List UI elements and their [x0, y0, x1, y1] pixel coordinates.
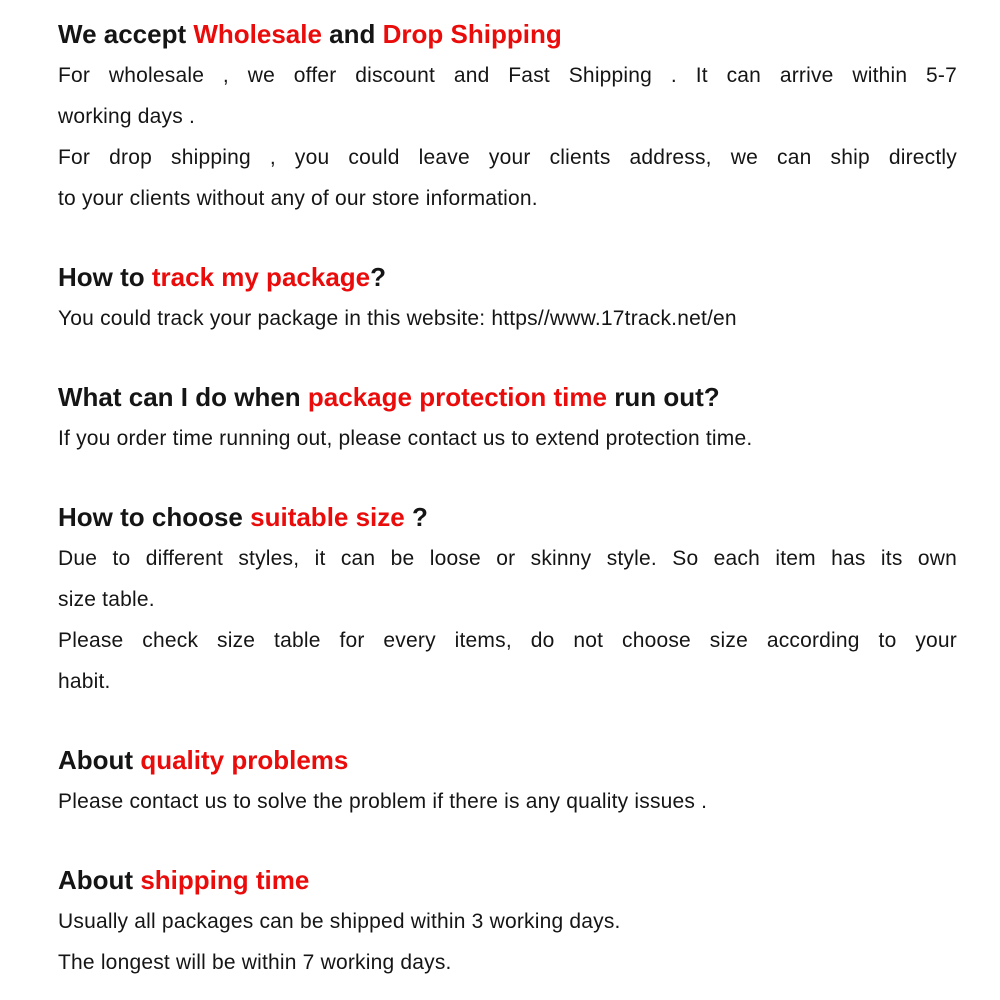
heading-text: We accept	[58, 19, 194, 49]
faq-section-choose-suitable-size	[58, 496, 957, 702]
heading-text: ?	[404, 502, 428, 532]
section-heading	[58, 13, 957, 55]
body-line: working days .	[58, 105, 196, 128]
body-line: to your clients without any of our store information.	[58, 187, 538, 210]
body-line: size table.	[58, 588, 155, 611]
faq-section-shipping-time	[58, 859, 957, 983]
section-heading	[58, 859, 957, 901]
body-line: Usually all packages can be shipped within 3 working days.	[58, 910, 621, 933]
faq-section-track-package	[58, 256, 957, 339]
heading-highlight: suitable size	[250, 502, 405, 532]
body-line: You could track your package in this website: https//www.17track.net/en	[58, 307, 737, 330]
body-line: Due to different styles, it can be loose or skinny style. So each item has its own	[58, 547, 957, 570]
heading-text: and	[321, 19, 383, 49]
heading-text: What can I do when	[58, 382, 308, 412]
body-line: habit.	[58, 670, 111, 693]
body-line: The longest will be within 7 working days.	[58, 951, 452, 974]
heading-highlight: Drop Shipping	[382, 19, 562, 49]
section-heading	[58, 496, 957, 538]
heading-highlight: shipping time	[140, 865, 310, 895]
faq-section-quality-problems	[58, 739, 957, 822]
body-line: Please contact us to solve the problem if there is any quality issues .	[58, 790, 708, 813]
section-heading	[58, 376, 957, 418]
heading-text: About	[58, 745, 141, 775]
heading-text: run out?	[606, 382, 720, 412]
heading-text: ?	[370, 262, 387, 292]
body-line: For wholesale , we offer discount and Fast Shipping . It can arrive within 5-7	[58, 64, 957, 87]
section-heading	[58, 256, 957, 298]
heading-text: How to	[58, 262, 152, 292]
heading-text: About	[58, 865, 141, 895]
heading-highlight: Wholesale	[193, 19, 322, 49]
heading-highlight: quality problems	[140, 745, 349, 775]
faq-sections	[58, 13, 957, 983]
section-heading	[58, 739, 957, 781]
heading-highlight: package protection time	[307, 382, 607, 412]
faq-section-package-protection-time	[58, 376, 957, 459]
faq-section-wholesale-drop-shipping	[58, 13, 957, 219]
heading-text: How to choose	[58, 502, 251, 532]
body-line: Please check size table for every items, do not choose size according to your	[58, 629, 957, 652]
body-line: If you order time running out, please contact us to extend protection time.	[58, 427, 753, 450]
body-line: For drop shipping , you could leave your clients address, we can ship directly	[58, 146, 957, 169]
heading-highlight: track my package	[151, 262, 371, 292]
